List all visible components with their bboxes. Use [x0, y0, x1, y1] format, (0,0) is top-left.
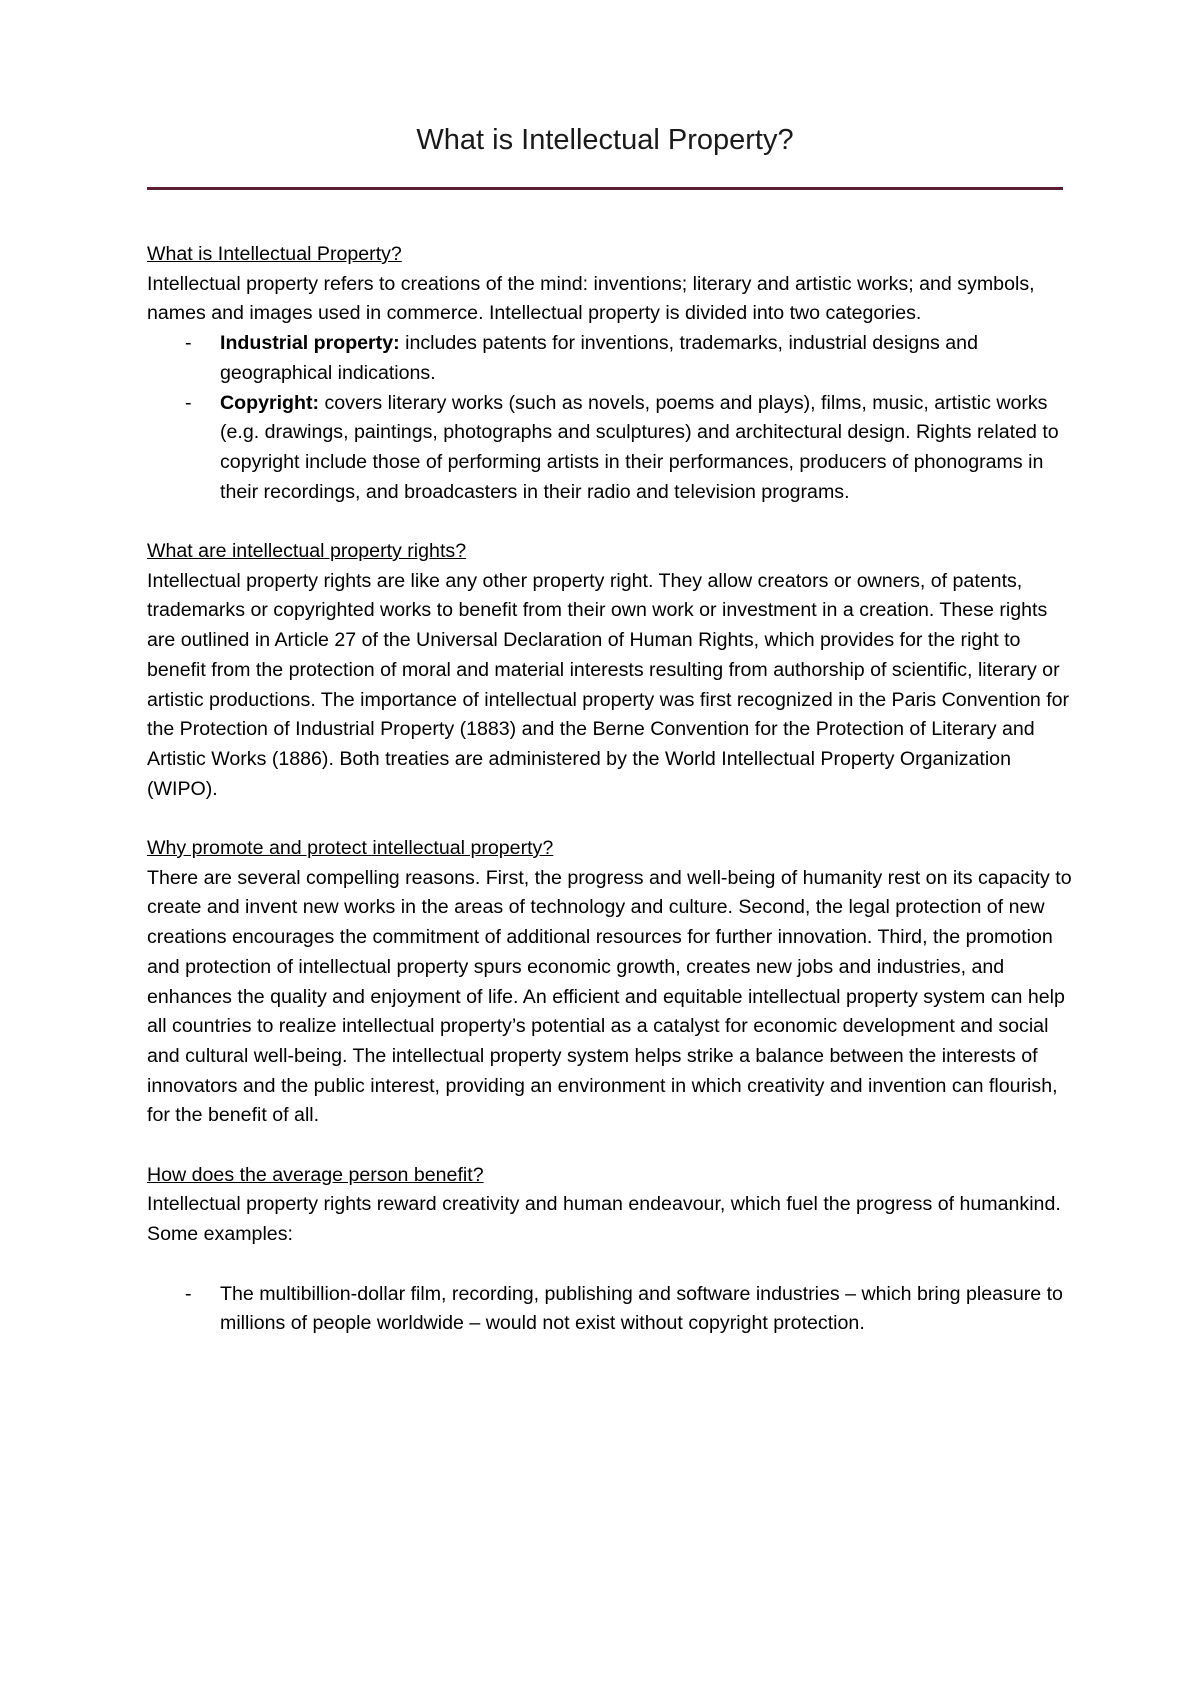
paragraph-gap [147, 1131, 1073, 1161]
document-title: What is Intellectual Property? [416, 124, 794, 156]
document-body [147, 240, 1073, 1339]
section-what-is-ip [147, 240, 1073, 507]
list-item-text: covers literary works (such as novels, poems and plays), films, music, artistic works (e.g. drawings, paintings, photographs and sculptures) and architectural design. Rights related to copyright include those of performing artists in their performances, producers of phonograms in their recordings, and broadcasters in their radio and television programs. [220, 391, 1059, 503]
paragraph-gap [147, 507, 1073, 537]
section-heading: How does the average person benefit? [147, 1163, 484, 1186]
paragraph-gap [147, 804, 1073, 834]
list-item-term: Industrial property: [220, 332, 400, 355]
list-item [147, 1280, 1073, 1339]
section-paragraph: Intellectual property refers to creations of the mind: inventions; literary and artistic works; and symbols, names and images used in commerce. Intellectual property is divided into two categories. [147, 272, 1035, 325]
dash-bullet: - [185, 391, 192, 414]
section-average-person [147, 1161, 1073, 1339]
list-item-term: Copyright: [220, 391, 320, 414]
category-list [147, 329, 1073, 507]
dash-bullet: - [185, 332, 192, 355]
title-rule [147, 187, 1063, 190]
section-heading: Why promote and protect intellectual property? [147, 837, 554, 860]
paragraph-gap [147, 1250, 1073, 1280]
list-item [147, 329, 1073, 388]
section-why-promote [147, 834, 1073, 1131]
section-heading: What is Intellectual Property? [147, 243, 402, 265]
list-item-text: includes patents for inventions, trademarks, industrial designs and geographical indications. [220, 332, 978, 384]
examples-list [147, 1280, 1073, 1339]
section-heading: What are intellectual property rights? [147, 540, 467, 563]
section-ip-rights [147, 537, 1073, 804]
section-paragraph: Intellectual property rights are like any other property right. They allow creators or owners, of patents, trademarks or copyrighted works to benefit from their own work or investment in a creation. These rights are outlined in Article 27 of the Universal Declaration of Human Rights, which provides for the right to benefit from the protection of moral and material interests resulting from authorship of scientific, literary or artistic productions. The importance of intellectual property was first recognized in the Paris Convention for the Protection of Industrial Property (1883) and the Berne Convention for the Protection of Literary and Artistic Works (1886). Both treaties are administered by the World Intellectual Property Organization (WIPO). [147, 569, 1070, 800]
list-item [147, 389, 1073, 508]
dash-bullet: - [185, 1282, 192, 1305]
section-paragraph: There are several compelling reasons. First, the progress and well-being of humanity rest on its capacity to create and invent new works in the areas of technology and culture. Second, the legal protection of new creations encourages the commitment of additional resources for further innovation. Third, the promotion and protection of intellectual property spurs economic growth, creates new jobs and industries, and enhances the quality and enjoyment of life. An efficient and equitable intellectual property system can help all countries to realize intellectual property’s potential as a catalyst for economic development and social and cultural well-being. The intellectual property system helps strike a balance between the interests of innovators and the public interest, providing an environment in which creativity and invention can flourish, for the benefit of all. [147, 866, 1072, 1127]
list-item-text: The multibillion-dollar film, recording, publishing and software industries – which bring pleasure to millions of people worldwide – would not exist without copyright protection. [220, 1282, 1063, 1335]
section-paragraph: Intellectual property rights reward creativity and human endeavour, which fuel the progress of humankind. Some examples: [147, 1193, 1061, 1246]
